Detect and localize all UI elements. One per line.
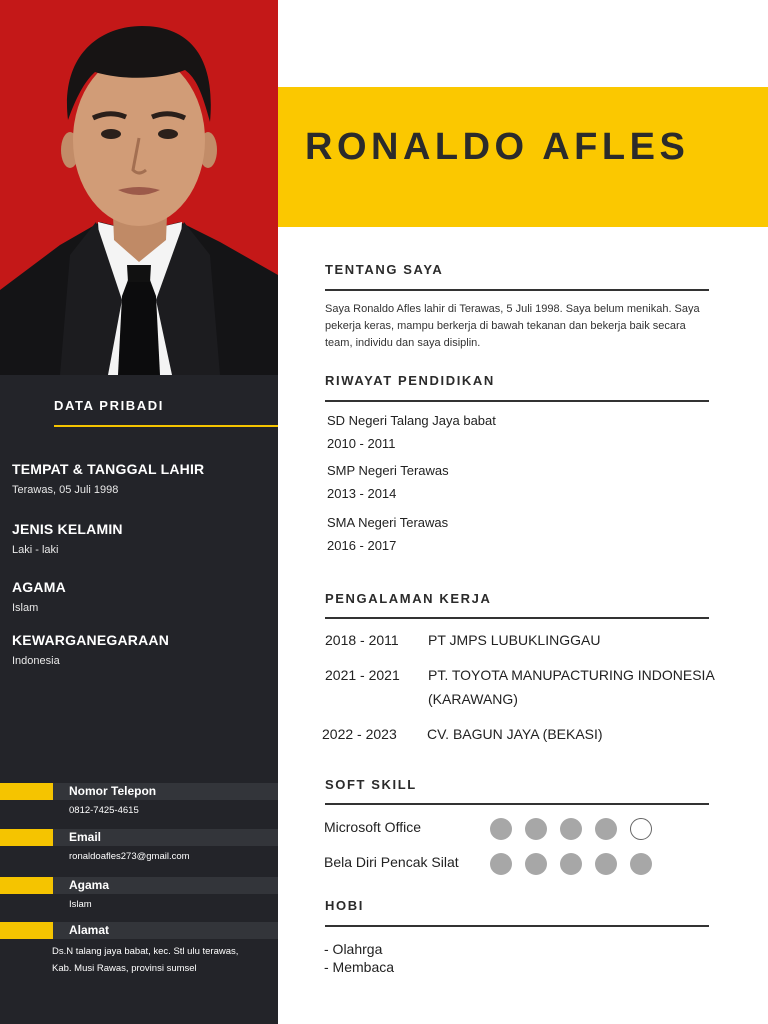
about-title: TENTANG SAYA [325,262,444,277]
skills-divider [325,803,709,805]
skill-rating-dot [630,818,652,840]
work-company: PT JMPS LUBUKLINGGAU [428,632,601,648]
work-company: PT. TOYOTA MANUPACTURING INDONESIA [428,667,715,683]
education-school: SMA Negeri Terawas [327,515,449,530]
work-years: 2018 - 2011 [325,632,399,648]
personal-data-title: DATA PRIBADI [54,398,164,413]
skills-title: SOFT SKILL [325,777,417,792]
work-company-line2: (KARAWANG) [428,691,518,707]
education-school: SMP Negeri Terawas [327,463,449,478]
skill-name: Microsoft Office [324,819,421,835]
work-company: CV. BAGUN JAYA (BEKASI) [427,726,603,742]
skill-rating-dot [595,818,617,840]
sidebar: DATA PRIBADI TEMPAT & TANGGAL LAHIR Terawas, 05 Juli 1998 JENIS KELAMIN Laki - laki AGAMA Islam KEWARGANEGARAAN Indonesia Nomor Telepon 0812-7425-4615 Email ronaldoafles273@gmail.com Agama Islam Alamat Ds.N talang jaya babat, kec. Stl ulu terawas, Kab. Musi Rawas, provinsi sumsel [0,0,278,1024]
profile-photo [0,0,278,375]
education-years: 2010 - 2011 [327,436,396,451]
skill-rating-dot [525,818,547,840]
skill-rating-dot [595,853,617,875]
work-divider [325,617,709,619]
about-text: Saya Ronaldo Afles lahir di Terawas, 5 Juli 1998. Saya belum menikah. Saya pekerja keras, mampu berkerja di bawah tekanan dan bekerja baik secara team, individu dan saya disiplin. [325,303,700,349]
skill-name: Bela Diri Pencak Silat [324,854,459,870]
education-title: RIWAYAT PENDIDIKAN [325,373,495,388]
about-divider [325,289,709,291]
education-divider [325,400,709,402]
skill-rating-dot [560,853,582,875]
skill-rating-dot [630,853,652,875]
personal-item: JENIS KELAMIN Laki - laki [12,521,123,556]
hobby-item: - Membaca [324,959,395,975]
hobby-title: HOBI [325,898,364,913]
personal-item: TEMPAT & TANGGAL LAHIR Terawas, 05 Juli 1998 [12,461,205,496]
skill-rating-dot [525,853,547,875]
education-school: SD Negeri Talang Jaya babat [327,413,496,428]
personal-data-divider [54,425,278,427]
work-years: 2021 - 2021 [325,667,400,683]
hobby-divider [325,925,709,927]
work-years: 2022 - 2023 [322,726,397,742]
full-name: RONALDO AFLES [305,126,690,168]
skill-rating-dot [490,818,512,840]
education-years: 2016 - 2017 [327,538,397,553]
personal-item: KEWARGANEGARAAN Indonesia [12,632,169,667]
education-years: 2013 - 2014 [327,486,397,501]
skill-rating-dot [490,853,512,875]
personal-item: AGAMA Islam [12,579,66,614]
hobby-item: - Olahrga [324,941,383,957]
skill-rating-dot [560,818,582,840]
work-title: PENGALAMAN KERJA [325,591,492,606]
